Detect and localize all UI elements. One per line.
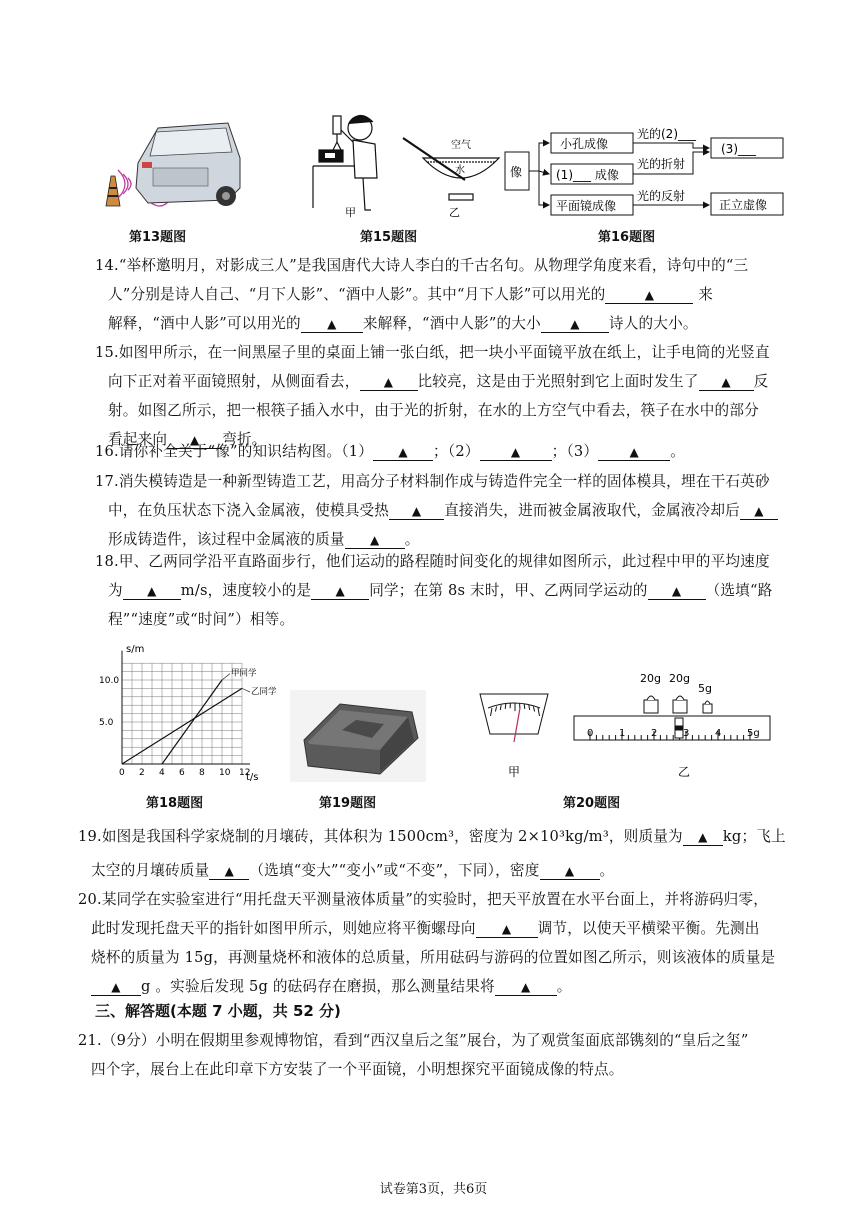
question-text: ；（2） — [433, 443, 480, 460]
question-text: 消失模铸造是一种新型铸造工艺，用高分子材料制作成与铸造件完全一样的固体模具，埋在干石英砂 — [118, 473, 770, 490]
figure-20-yi-label: 乙 — [678, 765, 691, 779]
answer-blank[interactable] — [389, 503, 444, 520]
figure-20-caption: 第20题图 — [563, 796, 621, 811]
question-text: 。 — [556, 978, 572, 995]
answer-blank[interactable] — [598, 444, 670, 461]
question-text: 太空的月壤砖质量 — [91, 862, 210, 879]
question-20 — [78, 885, 798, 1001]
scale-tick-label: 3 — [683, 728, 690, 739]
question-text: m/s，速度较小的是 — [180, 582, 312, 599]
question-text: “举杯邀明月，对影成三人”是我国唐代大诗人李白的千古名句。从物理学角度来看，诗句中的“三 — [118, 257, 749, 274]
question-text: 解释，“酒中人影”可以用光的 — [108, 315, 301, 332]
question-text: 调节，以使天平横梁平衡。先测出 — [537, 920, 760, 937]
scale-tick-label: 1 — [619, 728, 626, 739]
figure-15-yi-label: 乙 — [449, 206, 460, 219]
question-text: 某同学在实验室进行“用托盘天平测量液体质量”的实验时，把天平放置在水平台面上，并将游码归零， — [101, 891, 769, 908]
rider-scale — [574, 716, 770, 740]
question-text: 来 — [693, 286, 714, 303]
balance-pointer-dial — [480, 694, 548, 742]
question-text: 弯折。 — [222, 431, 267, 448]
question-text: 中，在负压状态下浇入金属液，使模具受热 — [108, 502, 390, 519]
question-text: 射。如图乙所示，把一根筷子插入水中，由于光的折射，在水的上方空气中看去，筷子在水中的部分 — [108, 402, 759, 419]
chart-legend-leader — [222, 674, 230, 680]
question-text: （选填“路 — [705, 582, 773, 599]
chart-x-tick-label: 4 — [159, 768, 165, 778]
answer-blank[interactable] — [480, 444, 552, 461]
diagram-node-pingmian: 平面镜成像 — [556, 199, 617, 213]
question-number: 20. — [78, 891, 102, 908]
answer-blank[interactable] — [360, 374, 418, 391]
question-19 — [78, 820, 798, 888]
question-text: 比较亮，这是由于光照射到它上面时发生了 — [417, 373, 699, 390]
question-14 — [95, 251, 795, 338]
answer-blank[interactable] — [476, 921, 538, 938]
chart-x-tick-label: 10 — [219, 768, 231, 778]
diagram-node-xiang: 像 — [510, 165, 523, 179]
chart-y-tick-label: 5.0 — [99, 718, 114, 728]
chart-legend-leader — [242, 688, 250, 692]
question-text: 形成铸造件，该过程中金属液的质量 — [108, 531, 345, 548]
weight-label-20g-1: 20g — [640, 672, 661, 685]
answer-blank[interactable] — [301, 316, 363, 333]
question-text: 如图甲所示，在一间黑屋子里的桌面上铺一张白纸，把一块小平面镜平放在纸上，让手电筒的光竖直 — [118, 344, 770, 361]
figure-20 — [470, 664, 780, 782]
question-text: 诗人的大小。 — [608, 315, 698, 332]
page-footer: 试卷第3页，共6页 — [379, 1182, 488, 1197]
figure-16-caption: 第16题图 — [598, 230, 656, 245]
question-number: 17. — [95, 473, 119, 490]
question-number: 16. — [95, 443, 119, 460]
answer-blank[interactable] — [540, 863, 600, 880]
figure-15-water-label: 水 — [455, 165, 465, 176]
scale-tick-label: 5g — [747, 728, 760, 739]
question-text: 看起来向 — [108, 431, 168, 448]
question-text: 来解释，“酒中人影”的大小 — [362, 315, 541, 332]
figure-18-chart — [98, 640, 277, 785]
chart-x-tick-label: 8 — [199, 768, 205, 778]
question-text: 。 — [670, 443, 685, 460]
diagram-edge-e1: 光的(2)___ — [637, 127, 696, 141]
scale-tick-label: 4 — [715, 728, 722, 739]
diagram-edge-e2: 光的折射 — [637, 157, 686, 171]
question-text: 为 — [108, 582, 123, 599]
question-17 — [95, 467, 795, 554]
figure-15-caption: 第15题图 — [360, 230, 418, 245]
question-number: 15. — [95, 344, 119, 361]
question-text: g 。实验后发现 5g 的砝码存在磨损，那么测量结果将 — [141, 978, 495, 995]
chart-y-tick-label: 10.0 — [99, 676, 120, 686]
diagram-node-xiaokong: 小孔成像 — [560, 137, 609, 151]
question-text: 直接消失，进而被金属液取代，金属液冷却后 — [444, 502, 740, 519]
answer-blank[interactable] — [209, 863, 249, 880]
question-number: 21. — [78, 1032, 102, 1049]
answer-blank[interactable] — [541, 316, 609, 333]
answer-blank[interactable] — [683, 829, 723, 846]
chart-legend-label: 甲同学 — [231, 668, 257, 679]
question-16 — [95, 437, 795, 466]
weight-label-20g-2: 20g — [669, 672, 690, 685]
question-text: 甲、乙两同学沿平直路面步行，他们运动的路程随时间变化的规律如图所示，此过程中甲的平均速度 — [118, 553, 770, 570]
question-21 — [78, 1026, 798, 1084]
question-text: 向下正对着平面镜照射，从侧面看去， — [108, 373, 360, 390]
question-text: 程”“速度”或“时间”）相等。 — [108, 611, 295, 628]
figure-19-caption: 第19题图 — [319, 796, 377, 811]
question-number: 19. — [78, 828, 102, 845]
answer-blank[interactable] — [648, 583, 706, 600]
question-text: 人”分别是诗人自己、“月下人影”、“酒中人影”。其中“月下人影”可以用光的 — [108, 286, 606, 303]
chart-xlabel: t/s — [246, 772, 259, 783]
scale-tick-label: 2 — [651, 728, 658, 739]
answer-blank[interactable] — [740, 503, 778, 520]
question-text: 。 — [599, 862, 615, 879]
answer-blank[interactable] — [123, 583, 181, 600]
question-text: 四个字，展台上在此印章下方安装了一个平面镜，小明想探究平面镜成像的特点。 — [91, 1061, 624, 1078]
weight-label-5g: 5g — [698, 682, 712, 695]
answer-blank[interactable] — [495, 979, 557, 996]
car-icon — [136, 123, 240, 206]
chart-x-tick-label: 0 — [119, 768, 125, 778]
figure-18-caption: 第18题图 — [146, 796, 204, 811]
dial-tick — [524, 704, 525, 709]
question-text: 此时发现托盘天平的指针如图甲所示，则她应将平衡螺母向 — [91, 920, 476, 937]
figure-19-brick — [290, 690, 426, 782]
question-text: 如图是我国科学家烧制的月壤砖，其体积为 1500cm³，密度为 2×10³kg/m³，则质量为 — [101, 828, 683, 845]
question-text: （9分）小明在假期里参观博物馆，看到“西汉皇后之玺”展台，为了观赏玺面底部镌刻的“皇后之玺” — [101, 1032, 749, 1049]
question-text: 烧杯的质量为 15g，再测量烧杯和液体的总质量，所用砝码与游码的位置如图乙所示，则该液体的质量是 — [91, 949, 776, 966]
figure-15-jia-label: 甲 — [345, 206, 356, 219]
question-text: 。 — [404, 531, 420, 548]
question-text: （选填“变大”“变小”或“不变”，下同），密度 — [249, 862, 540, 879]
chart-legend-label: 乙同学 — [251, 687, 277, 698]
figure-16-diagram — [503, 124, 793, 220]
question-number: 14. — [95, 257, 119, 274]
question-text: ；（3） — [551, 443, 599, 460]
question-18 — [95, 547, 795, 634]
traffic-cone-icon — [106, 176, 120, 206]
figure-13-car — [98, 118, 248, 218]
chart-x-tick-label: 12 — [239, 768, 251, 778]
figure-15 — [305, 108, 500, 218]
chart-ylabel: s/m — [126, 644, 145, 655]
figure-13-caption: 第13题图 — [129, 230, 187, 245]
diagram-edge-e3: 光的反射 — [637, 189, 686, 203]
answer-blank[interactable] — [91, 979, 141, 996]
diagram-node-blank1: (1)___ 成像 — [556, 168, 619, 182]
question-text: 反 — [753, 373, 769, 390]
diagram-node-blank3: (3)___ — [721, 142, 756, 156]
question-text: 请你补全关于“像”的知识结构图。（1） — [118, 443, 374, 460]
answer-blank[interactable] — [605, 287, 693, 304]
weights-group — [644, 696, 712, 713]
scale-tick-label: 0 — [587, 728, 594, 739]
question-text: 同学；在第 8s 末时，甲、乙两同学运动的 — [369, 582, 648, 599]
answer-blank[interactable] — [311, 583, 369, 600]
section-heading: 三、解答题(本题 7 小题，共 52 分) — [95, 1002, 341, 1020]
figure-15-air-label: 空气 — [451, 140, 471, 151]
diagram-node-zhengli: 正立虚像 — [719, 198, 768, 212]
question-number: 18. — [95, 553, 119, 570]
chart-legend — [222, 668, 277, 697]
chart-x-tick-label: 6 — [179, 768, 185, 778]
dial-tick — [505, 704, 506, 709]
figure-15-jia — [313, 115, 377, 210]
figure-20-jia-label: 甲 — [508, 765, 521, 779]
answer-blank[interactable] — [373, 444, 433, 461]
chart-x-tick-label: 2 — [139, 768, 145, 778]
question-text: kg；飞上 — [722, 828, 786, 845]
answer-blank[interactable] — [699, 374, 754, 391]
